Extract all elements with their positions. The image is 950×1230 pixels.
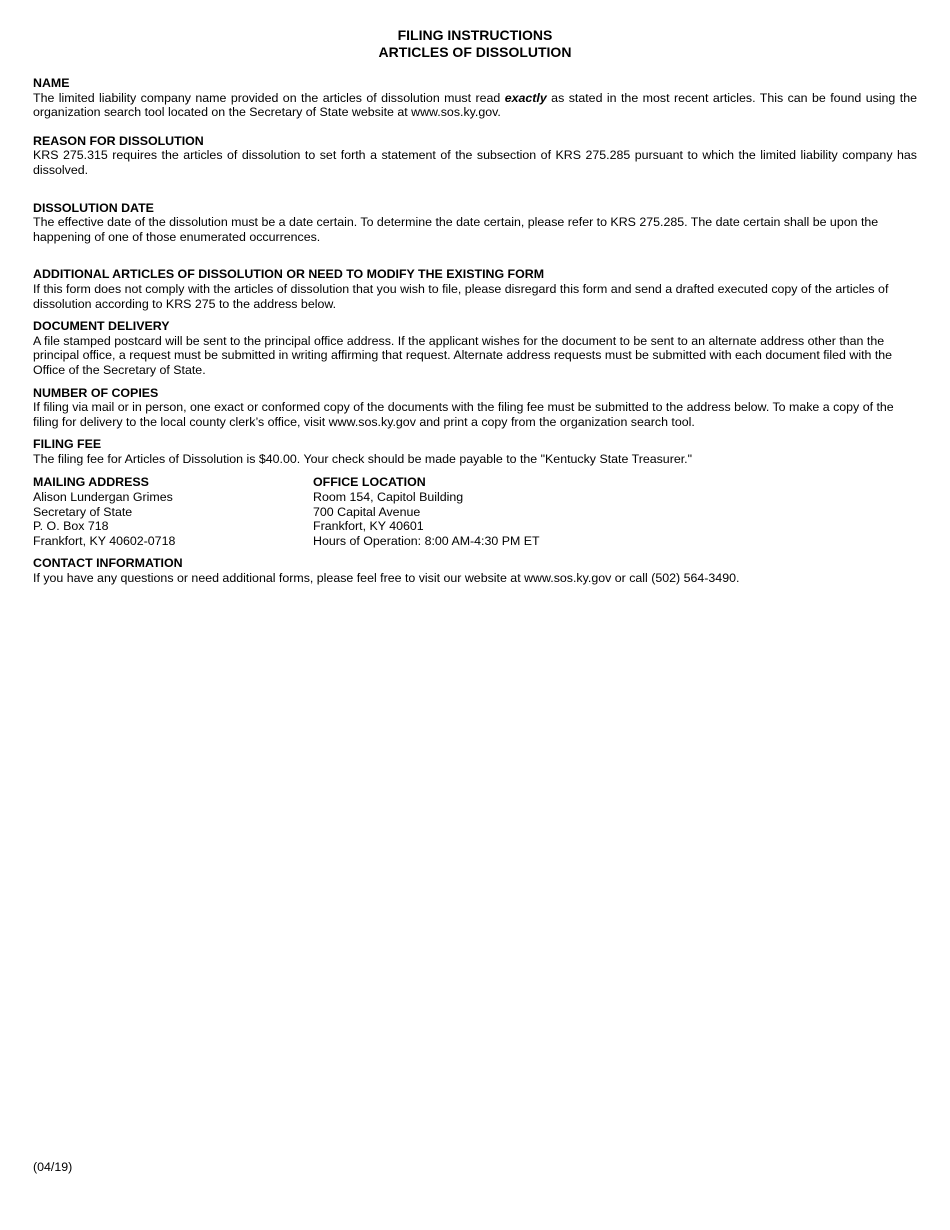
mailing-address-line: P. O. Box 718 bbox=[33, 519, 109, 534]
fee-heading: FILING FEE bbox=[33, 437, 102, 452]
instructions-page bbox=[33, 27, 917, 586]
fee-text: The filing fee for Articles of Dissolution is $40.00. Your check should be made payable to the "Kentucky State Treasurer." bbox=[33, 451, 692, 466]
date-heading: DISSOLUTION DATE bbox=[33, 200, 154, 215]
mailing-address bbox=[33, 475, 313, 548]
office-location-line: Hours of Operation: 8:00 AM-4:30 PM ET bbox=[313, 533, 540, 548]
reason-text: KRS 275.315 requires the articles of dissolution to set forth a statement of the subsection of KRS 275.285 pursuant to which the limited liability company has dissolved. bbox=[33, 148, 917, 177]
additional-section bbox=[33, 267, 917, 311]
additional-text: If this form does not comply with the articles of dissolution that you wish to file, please disregard this form and send a drafted executed copy of the articles of dissolution according to KRS 275 to the address below. bbox=[33, 281, 889, 311]
copies-heading: NUMBER OF COPIES bbox=[33, 385, 159, 400]
contact-text: If you have any questions or need additional forms, please feel free to visit our website at www.sos.ky.gov or call (502) 564-3490. bbox=[33, 571, 740, 586]
contact-heading: CONTACT INFORMATION bbox=[33, 556, 183, 571]
name-text-after: as stated in the most recent articles. This can be found using the organization search tool located on the Secretary of State website at www.sos.ky.gov. bbox=[33, 90, 917, 120]
copies-text: If filing via mail or in person, one exact or conformed copy of the documents with the filing fee must be submitted to the address below. To make a copy of the filing for delivery to the local county clerk’s office, visit www.sos.ky.gov and print a copy from the organization search tool. bbox=[33, 400, 894, 429]
mailing-address-line: Frankfort, KY 40602-0718 bbox=[33, 533, 176, 548]
office-location-line: Room 154, Capitol Building bbox=[313, 490, 464, 505]
office-location-line: Frankfort, KY 40601 bbox=[313, 519, 424, 534]
date-section bbox=[33, 201, 917, 245]
form-revision-code: (04/19) bbox=[33, 1160, 73, 1174]
date-text: The effective date of the dissolution must be a date certain. To determine the date certain, please refer to KRS 275.285. The date certain shall be upon the happening of one of those enumerated occurrences. bbox=[33, 215, 879, 244]
fee-section bbox=[33, 437, 917, 466]
name-text bbox=[33, 91, 917, 120]
office-location bbox=[313, 475, 713, 548]
name-heading: NAME bbox=[33, 76, 70, 90]
name-text-before: The limited liability company name provided on the articles of dissolution must read bbox=[33, 90, 505, 105]
document-title-line2: ARTICLES OF DISSOLUTION bbox=[378, 43, 572, 60]
contact-section bbox=[33, 556, 917, 585]
delivery-section bbox=[33, 319, 917, 377]
office-location-line: 700 Capital Avenue bbox=[313, 504, 421, 519]
office-location-heading: OFFICE LOCATION bbox=[313, 475, 426, 490]
name-section bbox=[33, 76, 917, 120]
document-title-line1: FILING INSTRUCTIONS bbox=[397, 27, 553, 43]
delivery-heading: DOCUMENT DELIVERY bbox=[33, 319, 170, 334]
address-block bbox=[33, 475, 917, 548]
mailing-address-line: Alison Lundergan Grimes bbox=[33, 490, 173, 505]
reason-section bbox=[33, 134, 917, 178]
name-text-emphasis: exactly bbox=[504, 90, 547, 105]
mailing-address-heading: MAILING ADDRESS bbox=[33, 475, 149, 490]
mailing-address-line: Secretary of State bbox=[33, 504, 133, 519]
reason-heading: REASON FOR DISSOLUTION bbox=[33, 133, 204, 148]
copies-section bbox=[33, 386, 917, 430]
delivery-text: A file stamped postcard will be sent to the principal office address. If the applicant wishes for the document to be sent to an alternate address other than the principal office, a request must be submitted in writing affirming that request. Alternate address requests must be submitted with each document filed with the Office of the Secretary of State. bbox=[33, 333, 893, 377]
additional-heading: ADDITIONAL ARTICLES OF DISSOLUTION OR NEED TO MODIFY THE EXISTING FORM bbox=[33, 267, 545, 282]
